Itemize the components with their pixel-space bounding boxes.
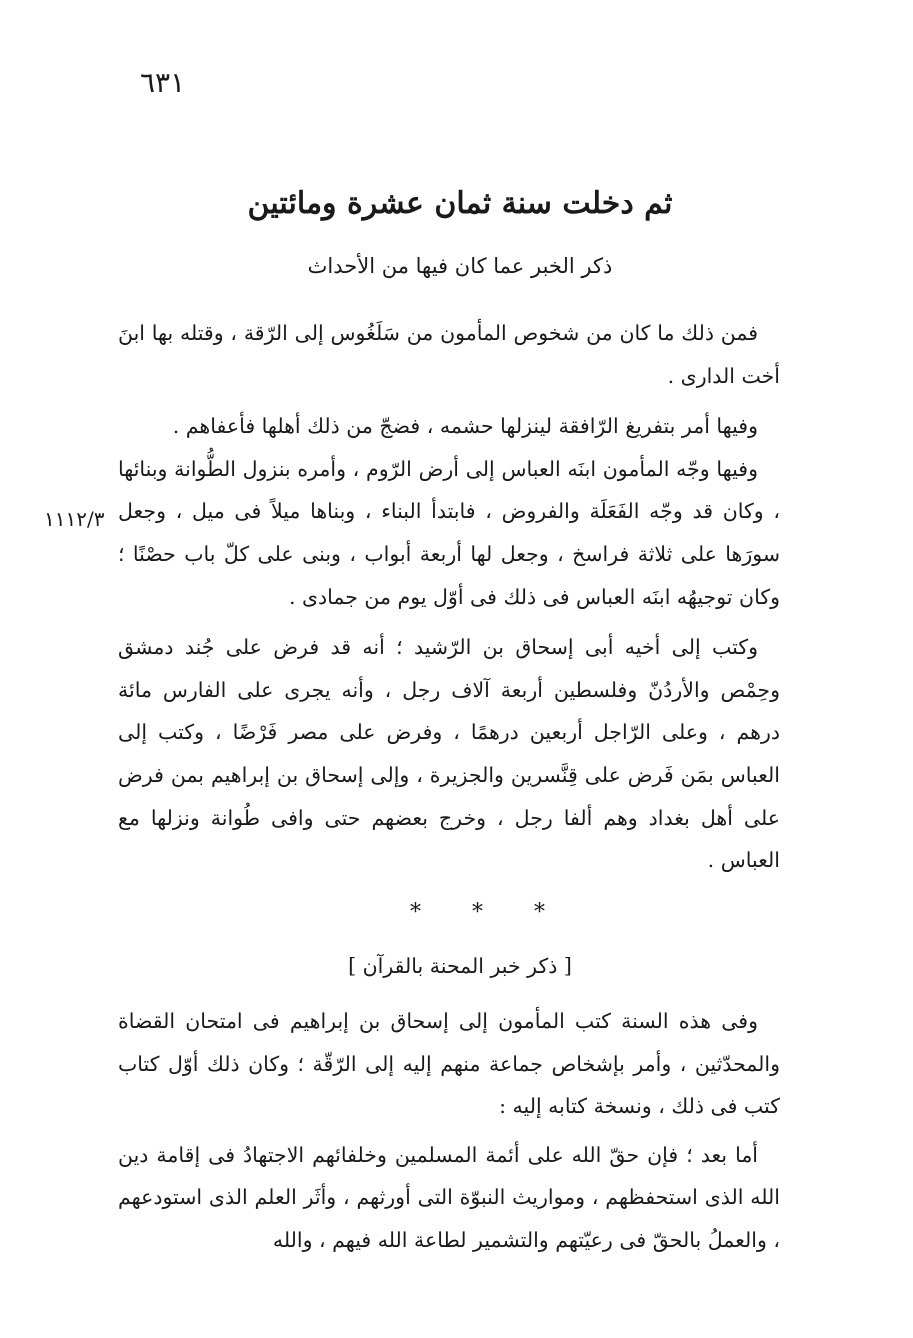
chapter-title: ثم دخلت سنة ثمان عشرة ومائتين [247,186,673,221]
page-number: ٦٣١ [140,66,186,99]
body-section-2 [118,1000,780,1262]
paragraph: وفيها وجّه المأمون ابنَه العباس إلى أرض الرّوم ، وأمره بنزول الطُّوانة وبنائها ، وكان قد وجّه الفَعَلَة والفروض ، فابتدأ البناء ، وبناها ميلاً فى ميل ، وجعل سورَها على ثلاثة فراسخ ، وجعل لها أربعة أبواب ، وبنى على كلّ باب حصْنًا ؛ وكان توجيهُه ابنَه العباس فى ذلك فى أوّل يوم من جمادى . [118,456,780,609]
separator: * * * [410,900,567,925]
paragraph: وفى هذه السنة كتب المأمون إلى إسحاق بن إبراهيم فى امتحان القضاة والمحدّثين ، وأمر بإشخاص جماعة منهم إليه إلى الرّقّة ؛ وكان ذلك أوّل كتاب كتب فى ذلك ، ونسخة كتابه إليه : [118,1009,780,1119]
paragraph: وفيها أمر بتفريغ الرّافقة لينزلها حشمه ، فضجّ من ذلك أهلها فأعفاهم . [172,414,758,439]
section-heading: [ ذكر خبر المحنة بالقرآن ] [348,954,572,978]
chapter-subtitle: ذكر الخبر عما كان فيها من الأحداث [307,254,613,278]
body-section-1 [118,312,780,882]
margin-note: ١١١٢/٣ [44,507,105,531]
paragraph: وكتب إلى أخيه أبى إسحاق بن الرّشيد ؛ أنه قد فرض على جُند دمشق وحِمْص والأردُنّ وفلسطين أربعة آلاف رجل ، وأنه يجرى على الفارس مائة درهم ، وعلى الرّاجل أربعين درهمًا ، وفرض على مصر فَرْضًا ، وكتب إلى العباس بمَن فَرض على قِنَّسرين والجزيرة ، وإلى إسحاق بن إبراهيم بمن فرض على أهل بغداد وهم ألفا رجل ، وخرج بعضهم حتى وافى طُوانة ونزلها مع العباس . [118,635,780,873]
paragraph: أما بعد ؛ فإن حقّ الله على أئمة المسلمين وخلفائهم الاجتهادُ فى إقامة دين الله الذى استحفظهم ، ومواريث النبوّة التى أورثهم ، وأثَر العلم الذى استودعهم ، والعملُ بالحقّ فى رعيّتهم والتشمير لطاعة الله فيهم ، والله [118,1142,780,1252]
paragraph: فمن ذلك ما كان من شخوص المأمون من سَلَغُوس إلى الرّقة ، وقتله بها ابنَ أخت الدارى . [118,321,780,388]
